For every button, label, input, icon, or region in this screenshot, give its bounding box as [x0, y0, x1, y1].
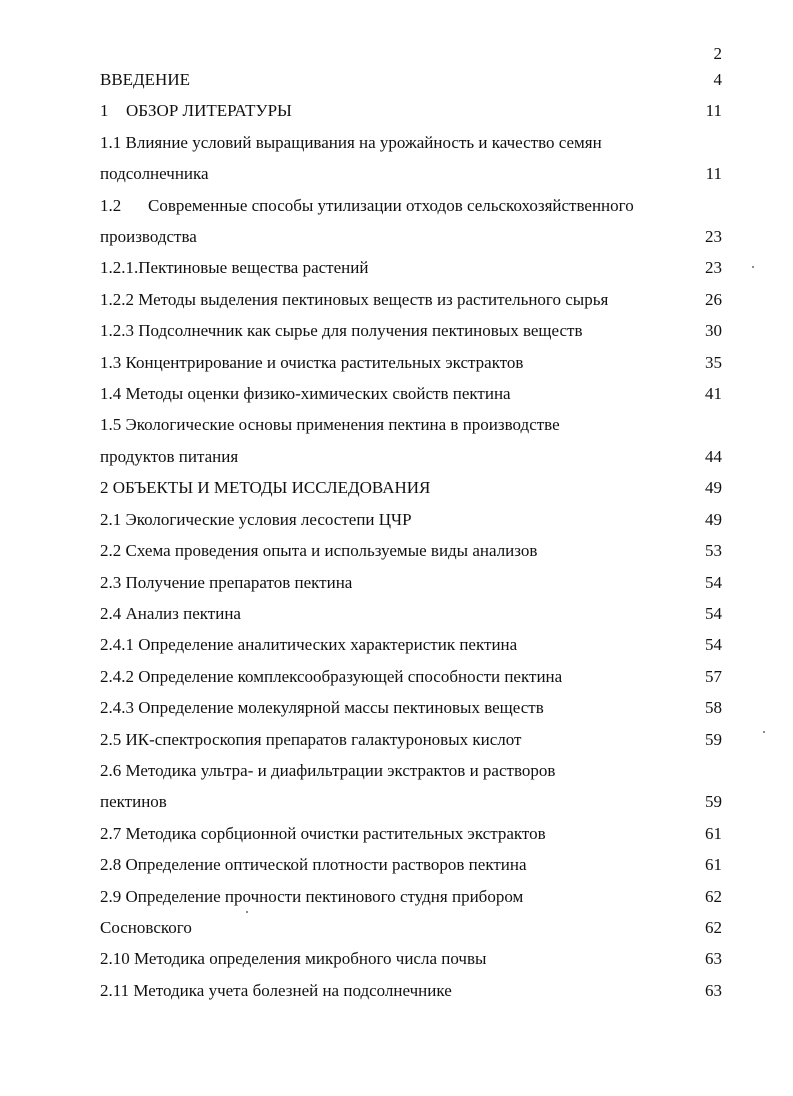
- toc-row-2-9-line2: [100, 912, 722, 943]
- toc-title: 1.2.2 Методы выделения пектиновых веществ из растительного сырья: [100, 289, 609, 309]
- toc-page: 4: [713, 70, 722, 89]
- toc-page: 41: [705, 384, 722, 404]
- toc-section-title: ОБЗОР ЛИТЕРАТУРЫ: [126, 101, 292, 121]
- toc-page: 54: [705, 572, 722, 592]
- toc-page: 57: [705, 666, 722, 686]
- toc-page: 49: [705, 478, 722, 498]
- toc-row-1-2-1: [100, 252, 722, 283]
- toc-row-2-6-line2: [100, 786, 722, 817]
- toc-row-1-2-2: [100, 284, 722, 315]
- toc-row-1-1-line1: [100, 127, 722, 158]
- toc-section-number: 1.2: [100, 195, 122, 215]
- toc-title: 2.4.1 Определение аналитических характеристик пектина: [100, 635, 518, 655]
- toc-row-1-3: [100, 347, 722, 378]
- toc-title: 2.4.3 Определение молекулярной массы пектиновых веществ: [100, 698, 544, 718]
- toc-title: 2.1 Экологические условия лесостепи ЦЧР: [100, 509, 412, 529]
- toc-title: 1.1 Влияние условий выращивания на урожайность и качество семян: [100, 132, 602, 152]
- toc-row-1-1-line2: [100, 158, 722, 189]
- toc-title: 1.2.1.Пектиновые вещества растений: [100, 258, 369, 278]
- toc-page: 44: [705, 446, 722, 466]
- toc-page: 61: [705, 823, 722, 843]
- toc-row-1-2-line1: [100, 190, 722, 221]
- toc-page: 63: [705, 949, 722, 969]
- scan-speck: [246, 911, 248, 913]
- toc-page: 54: [705, 603, 722, 623]
- toc-row-2-9-line1: [100, 881, 722, 912]
- scan-speck: [752, 266, 754, 268]
- toc-row-1-5-line1: [100, 409, 722, 440]
- toc-page: 30: [705, 321, 722, 341]
- toc-title: 1.4 Методы оценки физико-химических свойств пектина: [100, 384, 511, 404]
- toc-title: 2.9 Определение прочности пектинового студня прибором: [100, 886, 524, 906]
- toc-row-2-3: [100, 567, 722, 598]
- toc-title: 2.10 Методика определения микробного числа почвы: [100, 949, 487, 969]
- toc-page: 11: [705, 101, 722, 121]
- toc-title: 2.4 Анализ пектина: [100, 603, 241, 623]
- page-number: 2: [713, 44, 722, 63]
- toc-page: 23: [705, 227, 722, 247]
- toc-row-2-10: [100, 943, 722, 974]
- toc-title: 1.2.3 Подсолнечник как сырье для получения пектиновых веществ: [100, 321, 583, 341]
- toc-row-2: [100, 472, 722, 503]
- toc-section-number: 1: [100, 101, 109, 121]
- toc-row-literature-review: [100, 95, 722, 126]
- toc-row-2-8: [100, 849, 722, 880]
- toc-row-1-2-line2: [100, 221, 722, 252]
- toc-page: 62: [705, 886, 722, 906]
- toc-page: 58: [705, 698, 722, 718]
- toc-page: 11: [705, 164, 722, 184]
- toc-page: 63: [705, 980, 722, 1000]
- toc-row-2-4-2: [100, 661, 722, 692]
- toc-page: 59: [705, 729, 722, 749]
- toc-page: 26: [705, 289, 722, 309]
- toc-title: 2.8 Определение оптической плотности растворов пектина: [100, 855, 527, 875]
- toc-title: 1.3 Концентрирование и очистка растительных экстрактов: [100, 352, 524, 372]
- scan-speck: [763, 731, 765, 733]
- toc-page: 35: [705, 352, 722, 372]
- toc-title: 2.11 Методика учета болезней на подсолнечнике: [100, 980, 452, 1000]
- toc-title: 2.3 Получение препаратов пектина: [100, 572, 353, 592]
- toc-row-2-4-3: [100, 692, 722, 723]
- toc-row-2-7: [100, 818, 722, 849]
- toc-title: 2.2 Схема проведения опыта и используемые виды анализов: [100, 541, 538, 561]
- toc-row-2-1: [100, 504, 722, 535]
- toc-page: 61: [705, 855, 722, 875]
- toc-row-1-4: [100, 378, 722, 409]
- toc-title: 1.5 Экологические основы применения пектина в производстве: [100, 415, 560, 435]
- toc-title: подсолнечника: [100, 164, 209, 184]
- toc-title: 2 ОБЪЕКТЫ И МЕТОДЫ ИССЛЕДОВАНИЯ: [100, 478, 431, 498]
- toc-title: ВВЕДЕНИЕ: [100, 70, 190, 89]
- toc-section-title: Современные способы утилизации отходов сельскохозяйственного: [148, 195, 634, 215]
- toc-row-1-2-3: [100, 315, 722, 346]
- toc-title: 2.7 Методика сорбционной очистки растительных экстрактов: [100, 823, 546, 843]
- toc-title: 2.6 Методика ультра- и диафильтрации экстрактов и растворов: [100, 760, 556, 780]
- toc-title: [100, 95, 700, 126]
- toc-title: продуктов питания: [100, 446, 239, 466]
- table-of-contents: [100, 64, 722, 1006]
- toc-page: 49: [705, 509, 722, 529]
- toc-title: 2.4.2 Определение комплексообразующей способности пектина: [100, 666, 563, 686]
- toc-page: 62: [705, 917, 722, 937]
- toc-title: [100, 190, 700, 221]
- toc-title: 2.5 ИК-спектроскопия препаратов галактуроновых кислот: [100, 729, 522, 749]
- toc-title: производства: [100, 227, 197, 247]
- toc-title: Сосновского: [100, 917, 192, 937]
- toc-row-2-4-1: [100, 629, 722, 660]
- toc-row-2-11: [100, 975, 722, 1006]
- toc-page: 23: [705, 258, 722, 278]
- toc-page: 59: [705, 792, 722, 812]
- toc-row-2-4: [100, 598, 722, 629]
- toc-row-2-5: [100, 724, 722, 755]
- toc-page: 54: [705, 635, 722, 655]
- toc-row-introduction: [100, 64, 722, 95]
- toc-page: 53: [705, 541, 722, 561]
- toc-row-2-2: [100, 535, 722, 566]
- toc-title: пектинов: [100, 792, 167, 812]
- toc-row-2-6-line1: [100, 755, 722, 786]
- toc-row-1-5-line2: [100, 441, 722, 472]
